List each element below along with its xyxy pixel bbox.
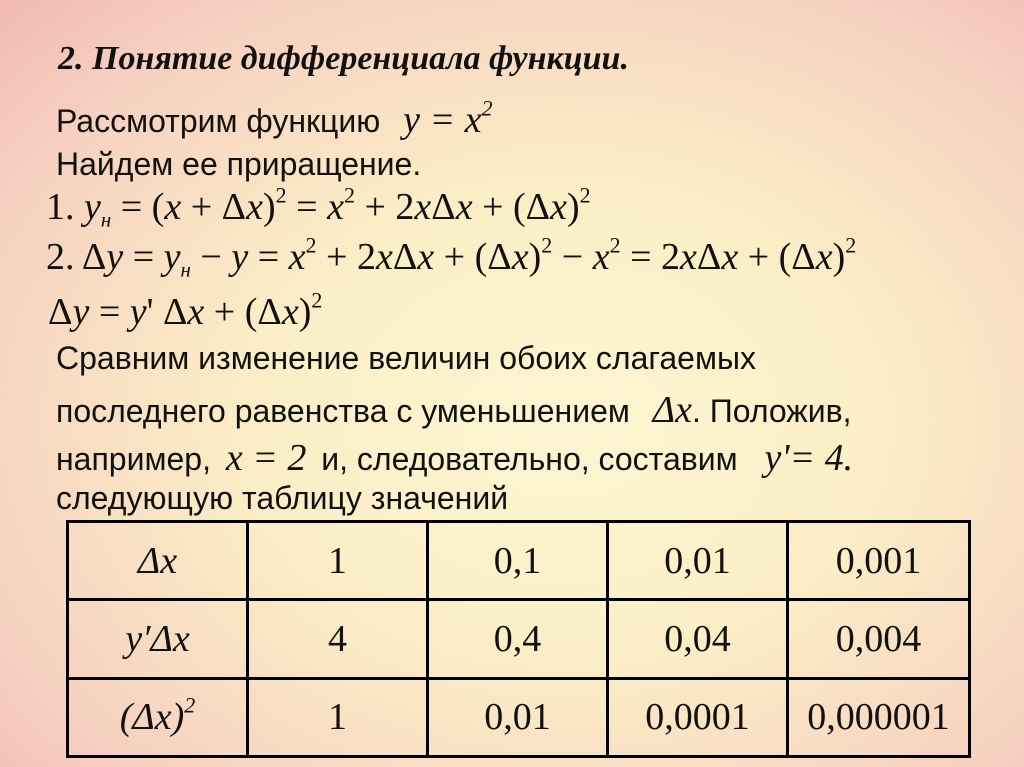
increment-line: Найдем ее приращение. <box>56 146 422 182</box>
table-cell: 1 <box>248 678 428 756</box>
table-row <box>68 678 970 756</box>
table-cell: 0,01 <box>608 522 788 600</box>
table-cell: 0,04 <box>608 600 788 678</box>
function-formula: $y = x^2$ <box>403 95 493 141</box>
table-cell: 0,004 <box>788 600 970 678</box>
equation-1: 1. $y_н = (x + \Delta x)^2 = x^2 + 2x\Delta x + (\Delta x)^2$ <box>46 182 591 232</box>
row-head-delta-x: Δx <box>68 522 248 600</box>
para-line-3 <box>56 436 853 480</box>
intro-line <box>56 95 493 142</box>
values-table <box>66 520 971 758</box>
para-line-3-a: например, <box>56 441 211 477</box>
x-equals-2: x = 2 <box>225 437 307 479</box>
para-line-1: Сравним изменение величин обоих слагаемых <box>56 340 756 376</box>
slide-title: 2. Понятие дифференциала функции. <box>58 40 629 77</box>
table-cell: 0,01 <box>428 678 608 756</box>
row-head-y-prime-delta-x: y′Δx <box>68 600 248 678</box>
table-cell: 4 <box>248 600 428 678</box>
para-line-2-end: . Положив, <box>691 393 852 429</box>
table-cell: 0,4 <box>428 600 608 678</box>
para-line-2-text: последнего равенства с уменьшением <box>56 393 630 429</box>
para-line-2 <box>56 388 851 432</box>
table-cell: 0,000001 <box>788 678 970 756</box>
y-prime-equals-4: y'= 4. <box>764 437 854 479</box>
table-cell: 0,1 <box>428 522 608 600</box>
equation-3: Δy = y' $\Delta x + (\Delta x)^2$ <box>48 287 323 333</box>
table-cell: 0,001 <box>788 522 970 600</box>
intro-text: Рассмотрим функцию <box>56 103 381 139</box>
para-line-3-b: и, следовательно, составим <box>321 441 738 477</box>
para-line-4: следующую таблицу значений <box>56 480 509 516</box>
table-cell: 0,0001 <box>608 678 788 756</box>
equation-2: 2. $\Delta y = y_н - y = x^2 + 2x\Delta x + (\Delta x)^2 - x^2 = 2x\Delta x + (\Delta x)^2$ <box>46 232 857 282</box>
table-row <box>68 600 970 678</box>
row-head-delta-x-squared: $(\Delta x)^2$ <box>68 678 248 756</box>
table-cell: 1 <box>248 522 428 600</box>
delta-x-symbol: Δx <box>652 389 692 431</box>
table-row <box>68 522 970 600</box>
